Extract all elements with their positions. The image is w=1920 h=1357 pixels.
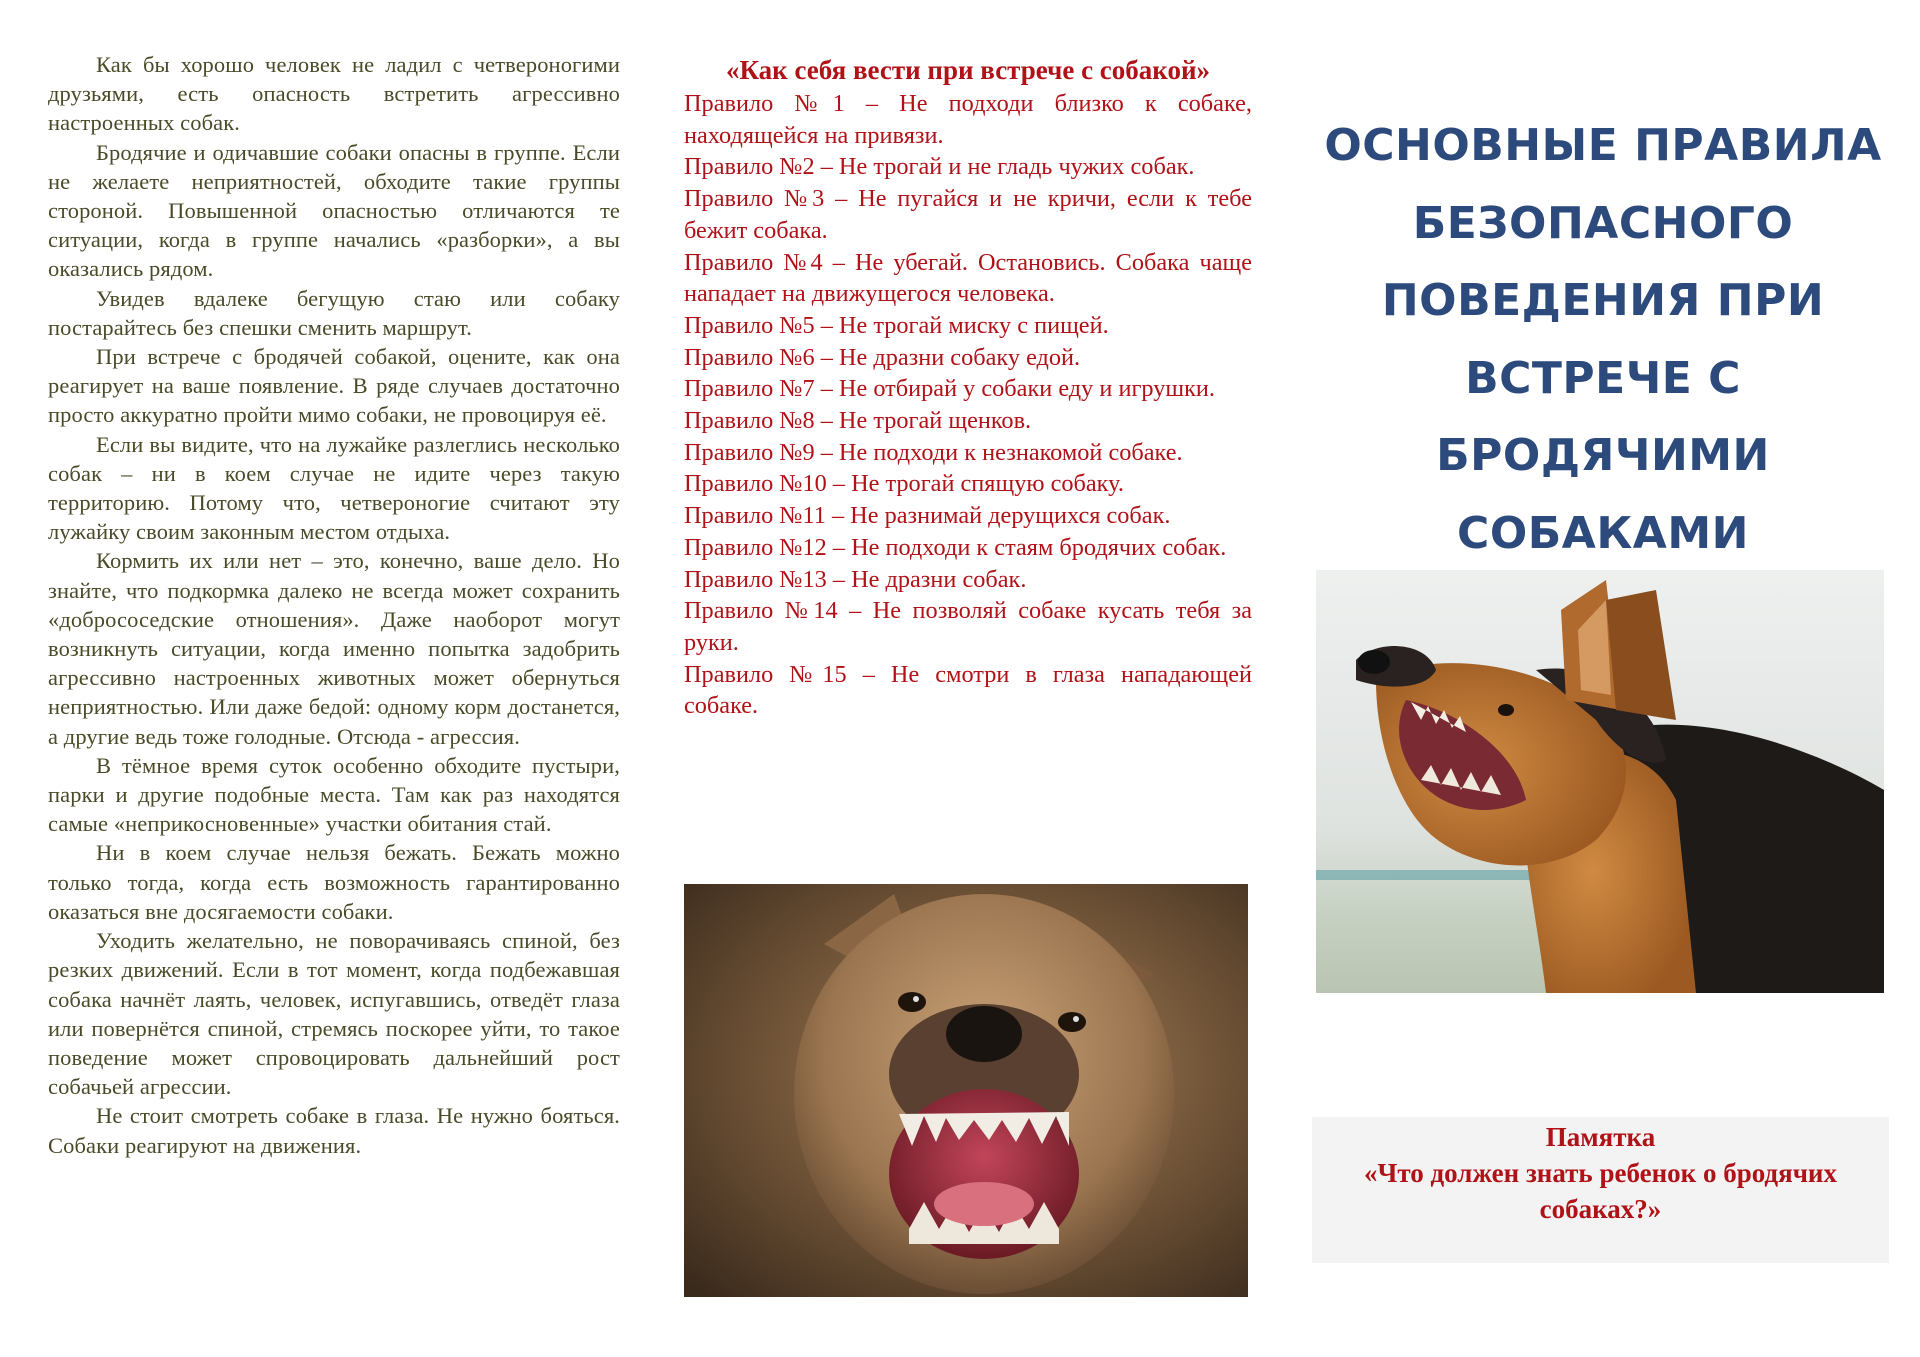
paragraph: В тёмное время суток особенно обходите пустыри, парки и другие подобные места. Там как раз находятся самые «неприкосновенные» участки обитания стай.	[48, 752, 620, 837]
headline-line: ОСНОВНЫЕ ПРАВИЛА	[1324, 120, 1882, 171]
rule-item: Правило №1 – Не подходи близко к собаке, находящейся на привязи.	[684, 90, 1252, 149]
rule-item: Правило №11 – Не разнимай дерущихся собак.	[684, 502, 1171, 530]
rules-list	[684, 88, 1252, 722]
rule-item: Правило №10 – Не трогай спящую собаку.	[684, 470, 1124, 498]
memo-box	[1312, 1117, 1889, 1263]
memo-label: Памятка	[1545, 1122, 1656, 1152]
rule-item: Правило №2 – Не трогай и не гладь чужих собак.	[684, 153, 1195, 181]
rule-item: Правило №8 – Не трогай щенков.	[684, 407, 1032, 435]
memo-title: «Что должен знать ребенок о бродячих собаках?»	[1364, 1158, 1837, 1224]
left-column	[48, 0, 620, 1357]
headline-line: БРОДЯЧИМИ	[1436, 430, 1770, 481]
paragraph: Кормить их или нет – это, конечно, ваше дело. Но знайте, что подкормка далеко не всегда может сохранить «добрососедские отношения». Даже наоборот могут возникнуть ситуации, когда именно попытка задобрить агрессивно настроенных животных может обернуться неприятностью. Или даже бедой: одному корм достанется, а другие ведь тоже голодные. Отсюда - агрессия.	[48, 548, 620, 749]
rule-item: Правило №14 – Не позволяй собаке кусать тебя за руки.	[684, 597, 1252, 656]
rule-item: Правило №6 – Не дразни собаку едой.	[684, 343, 1081, 371]
paragraph: Если вы видите, что на лужайке разлеглись несколько собак – ни в коем случае не идите через такую территорию. Потому что, четвероногие считают эту лужайку своим законным местом отдыха.	[48, 431, 620, 545]
headline-line: ВСТРЕЧЕ С	[1465, 352, 1741, 404]
angry-dog-photo	[684, 884, 1248, 1297]
rule-item: Правило №9 – Не подходи к незнакомой собаке.	[684, 438, 1183, 466]
paragraph: При встрече с бродячей собакой, оцените, как она реагирует на ваше появление. В ряде случаев достаточно просто аккуратно пройти мимо собаки, не провоцируя её.	[48, 344, 620, 428]
paragraph: Ни в коем случае нельзя бежать. Бежать можно только тогда, когда есть возможность гарантированно оказаться вне досягаемости собаки.	[48, 840, 620, 924]
rule-item: Правило №7 – Не отбирай у собаки еду и игрушки.	[684, 375, 1215, 403]
cover-headline	[1316, 107, 1890, 572]
headline-line: БЕЗОПАСНОГО	[1412, 197, 1794, 249]
rules-title: «Как себя вести при встрече с собакой»	[725, 55, 1211, 85]
rule-item: Правило №12 – Не подходи к стаям бродячих собак.	[684, 533, 1227, 561]
headline-line: СОБАКАМИ	[1457, 507, 1749, 559]
paragraph: Бродячие и одичавшие собаки опасны в группе. Если не желаете неприятностей, обходите такие группы стороной. Повышенной опасностью отличаются те ситуации, когда в группе начались «разборки», а вы оказались рядом.	[48, 139, 620, 282]
headline-line: ПОВЕДЕНИЯ ПРИ	[1381, 275, 1825, 326]
paragraph: Как бы хорошо человек не ладил с четвероногими друзьями, есть опасность встретить агрессивно настроенных собак.	[48, 52, 620, 136]
paragraph: Не стоит смотреть собаке в глаза. Не нужно бояться. Собаки реагируют на движения.	[48, 1103, 620, 1158]
rule-item: Правило №13 – Не дразни собак.	[684, 565, 1027, 593]
paragraph: Уходить желательно, не поворачиваясь спиной, без резких движений. Если в тот момент, когда подбежавшая собака начнёт лаять, человек, испугавшись, отведёт глаза или повернётся спиной, стремясь поскорее уйти, то такое поведение может спровоцировать дальнейший рост собачьей агрессии.	[48, 928, 620, 1100]
barking-dog-photo	[1316, 570, 1884, 993]
paragraph: Увидев вдалеке бегущую стаю или собаку постарайтесь без спешки сменить маршрут.	[48, 285, 620, 340]
rule-item: Правило №5 – Не трогай миску с пищей.	[684, 311, 1109, 339]
rule-item: Правило №15 – Не смотри в глаза нападающей собаке.	[684, 660, 1252, 720]
rule-item: Правило №4 – Не убегай. Остановись. Собака чаще нападает на движущегося человека.	[684, 248, 1252, 308]
rule-item: Правило №3 – Не пугайся и не кричи, если к тебе бежит собака.	[684, 185, 1252, 244]
